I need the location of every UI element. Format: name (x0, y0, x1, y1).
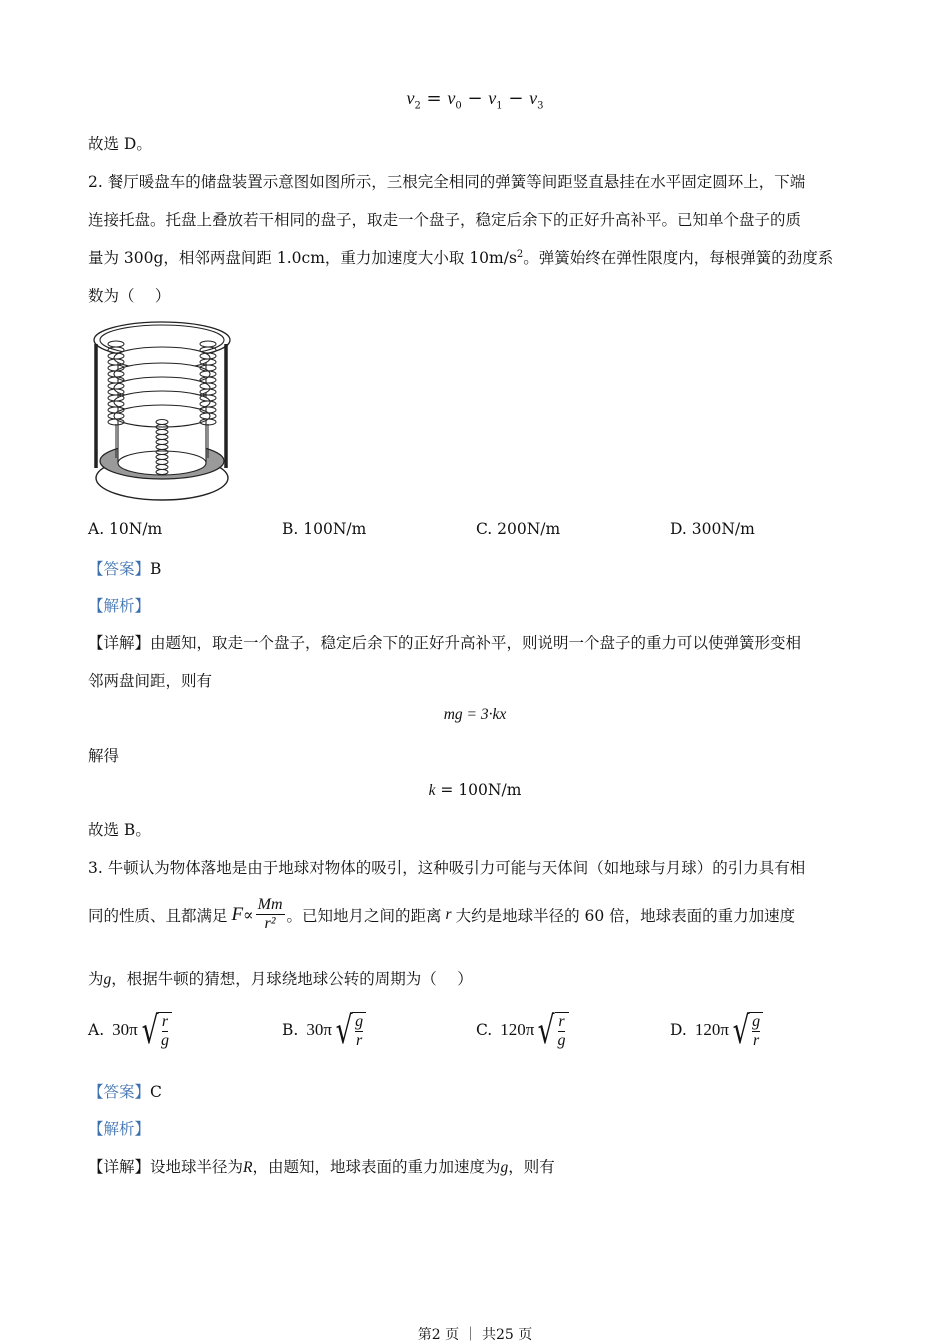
spring-plate-diagram (90, 318, 235, 506)
q3-stem-line1: 3. 牛顿认为物体落地是由于地球对物体的吸引，这种吸引力可能与天体间（如地球与月球）的引力具有相 (88, 859, 806, 877)
q2-formula-mg: mg = 3·kx (443, 706, 507, 723)
q2-answer: 【答案】B (88, 560, 162, 578)
q2-option-c: C. 200N/m (476, 520, 561, 538)
q2-stem-line3: 量为 300g，相邻两盘间距 1.0cm，重力加速度大小取 $10m/s^2$。弹簧始终在弹性限度内，每根弹簧的劲度系 (88, 248, 834, 267)
gravity-fraction: $\frac{Mm}{\text{r²}}$ (257, 896, 283, 932)
sqrt-expression: √ r g (138, 1008, 172, 1052)
q2-stem-line4: 数为（ ） (88, 287, 171, 305)
q3-detail-line1: 【详解】设地球半径为R，由题知，地球表面的重力加速度为g，则有 (88, 1158, 555, 1176)
page-footer: 第2 页 ｜ 共25 页 (417, 1327, 533, 1343)
q2-stem-line1: 2. 餐厅暖盘车的储盘装置示意图如图所示，三根完全相同的弹簧等间距竖直悬挂在水平固定圆环上，下端 (88, 173, 806, 191)
q3-answer: 【答案】C (88, 1083, 162, 1101)
q3-option-a: A. 30π √ r g (88, 1008, 172, 1052)
q3-analysis-tag: 【解析】 (88, 1120, 151, 1138)
q2-stem-line2: 连接托盘。托盘上叠放若干相同的盘子，取走一个盘子，稳定后余下的正好升高补平。已知单个盘子的质 (88, 211, 802, 229)
q2-solve-text: 解得 (88, 747, 120, 765)
q3-option-c: C. 120π √ r g (476, 1008, 569, 1052)
answer-tag: 【答案】 (88, 560, 151, 578)
q3-stem-line2: 同的性质、且都满足 F ∝ $\frac{Mm}{\text{r²}}$ 。已知地月之间的距离 r 大约是地球半径的 60 倍，地球表面的重力加速度 (88, 896, 796, 932)
q2-formula-k: k = 100N/m (428, 781, 522, 799)
q2-option-a: A. 10N/m (88, 520, 163, 538)
q2-detail-line1: 【详解】由题知，取走一个盘子，稳定后余下的正好升高补平，则说明一个盘子的重力可以使弹簧形变相 (88, 634, 802, 652)
sqrt-expression: √ g r (332, 1008, 366, 1052)
answer-tag: 【答案】 (88, 1083, 151, 1101)
sqrt-expression: √ g r (729, 1008, 763, 1052)
q3-stem-line3: 为g，根据牛顿的猜想，月球绕地球公转的周期为（ ） (88, 970, 473, 988)
q2-analysis-tag: 【解析】 (88, 597, 151, 615)
q2-choose-text: 故选 B。 (88, 821, 151, 839)
q2-detail-line2: 邻两盘间距，则有 (88, 672, 213, 690)
q3-option-d: D. 120π √ g r (670, 1008, 763, 1052)
sqrt-expression: √ r g (534, 1008, 568, 1052)
q2-option-d: D. 300N/m (670, 520, 755, 538)
q3-option-b: B. 30π √ g r (282, 1008, 366, 1052)
q2-option-b: B. 100N/m (282, 520, 367, 538)
choose-d-text: 故选 D。 (88, 135, 152, 153)
formula-velocity: $v_2 = v_0 - v_1 - v_3$ (406, 88, 544, 112)
